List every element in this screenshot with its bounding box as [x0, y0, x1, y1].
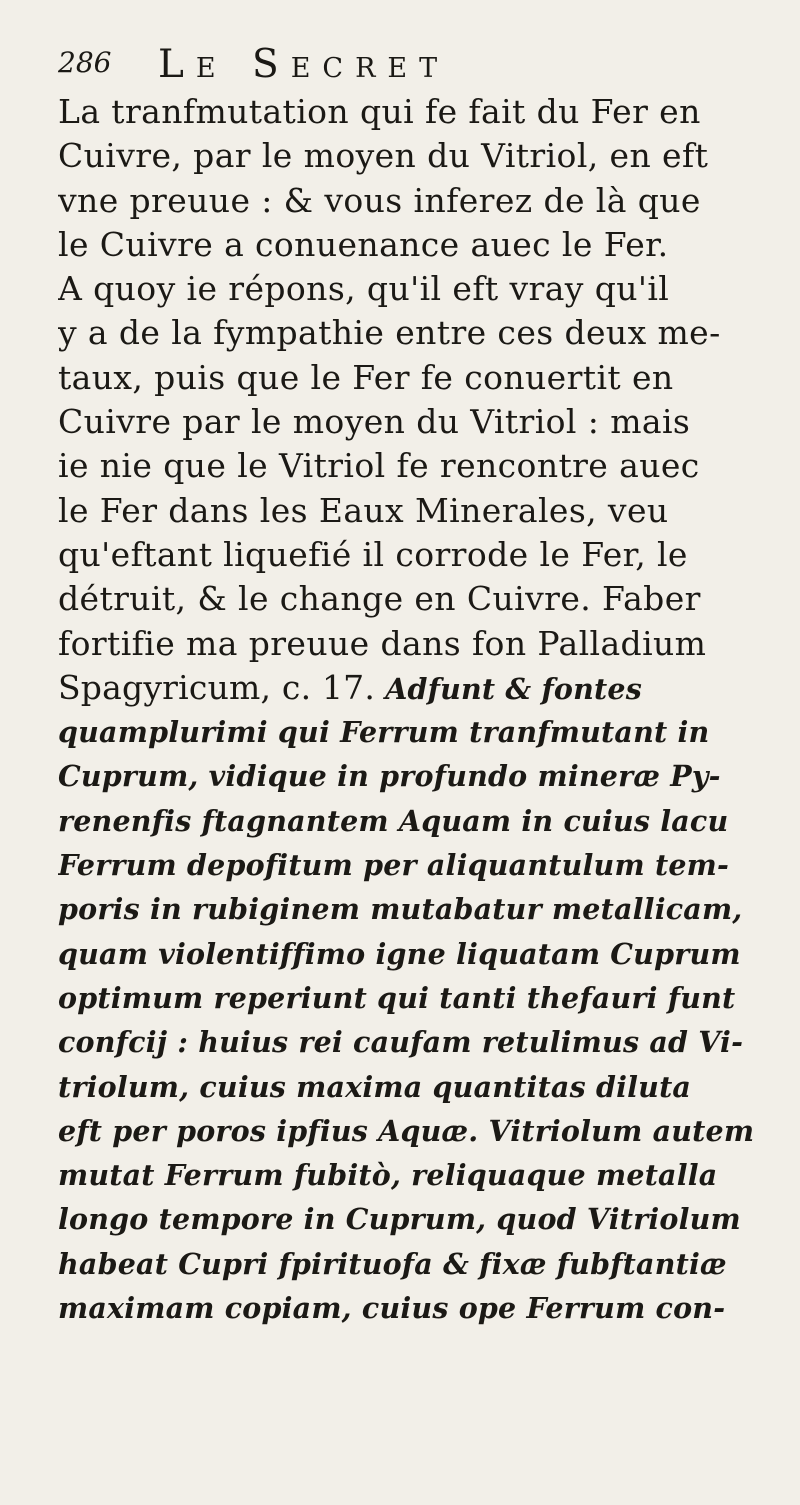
- text-line: maximam copiam, cuius ope Ferrum con-: [58, 1291, 726, 1326]
- latin-quotation: [58, 666, 782, 1330]
- text-line: Cuprum, vidique in profundo mineræ Py-: [58, 759, 721, 794]
- text-line: confcij : huius rei caufam retulimus ad Vi-: [58, 1025, 744, 1060]
- text-line: quam violentiffimo igne liquatam Cuprum: [58, 936, 741, 971]
- text-line: taux, puis que le Fer fe conuertit en: [58, 357, 674, 397]
- text-line: A quoy ie répons, qu'il eft vray qu'il: [58, 269, 670, 309]
- text-line: mutat Ferrum fubitò, reliquaque metalla: [58, 1158, 718, 1193]
- text-line: Cuivre par le moyen du Vitriol : mais: [58, 402, 691, 442]
- text-line: poris in rubiginem mutabatur metallicam,: [58, 892, 743, 927]
- text-line: quamplurimi qui Ferrum tranfmutant in: [58, 715, 710, 750]
- text-line: Cuivre, par le moyen du Vitriol, en eft: [58, 136, 709, 176]
- page-number: 286: [58, 46, 112, 79]
- text-line: longo tempore in Cuprum, quod Vitriolum: [58, 1202, 741, 1237]
- text-line: Ferrum depofitum per aliquantulum tem-: [58, 848, 730, 883]
- running-head: Le Secret: [158, 42, 450, 87]
- citation-text: Spagyricum, c. 17.: [58, 667, 376, 707]
- text-line: triolum, cuius maxima quantitas diluta: [58, 1069, 692, 1104]
- page-header: [58, 40, 782, 90]
- text-line: habeat Cupri fpirituofa & fixæ fubftantiæ: [58, 1246, 727, 1281]
- text-line: y a de la fympathie entre ces deux me-: [58, 313, 721, 353]
- text-line: vne preuue : & vous inferez de là que: [58, 180, 701, 220]
- french-paragraph: [58, 90, 782, 666]
- text-line: eft per poros ipfius Aquæ. Vitriolum autem: [58, 1113, 755, 1148]
- mixed-text-line: [58, 666, 782, 710]
- text-line: La tranfmutation qui fe fait du Fer en: [58, 92, 701, 131]
- text-line: le Cuivre a conuenance auec le Fer.: [58, 224, 669, 264]
- text-line: qu'eftant liquefié il corrode le Fer, le: [58, 534, 688, 574]
- text-line: fortifie ma preuue dans fon Palladium: [58, 623, 707, 663]
- text-line: renenfis ftagnantem Aquam in cuius lacu: [58, 803, 729, 838]
- text-line: optimum reperiunt qui tanti thefauri funt: [58, 980, 736, 1015]
- quotation-start: Adfunt & fontes: [385, 671, 643, 706]
- text-line: le Fer dans les Eaux Minerales, veu: [58, 490, 669, 530]
- text-line: ie nie que le Vitriol fe rencontre auec: [58, 446, 700, 486]
- text-line: détruit, & le change en Cuivre. Faber: [58, 579, 701, 619]
